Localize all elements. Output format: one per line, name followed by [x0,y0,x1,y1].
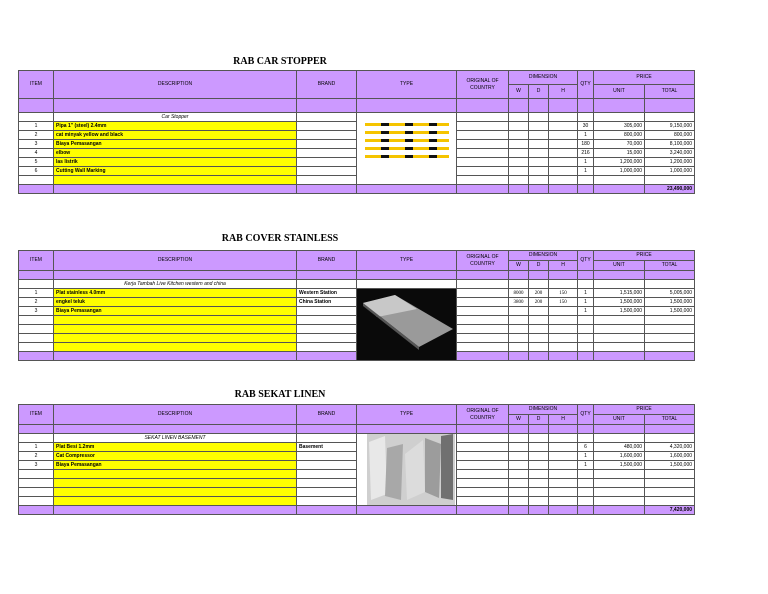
car-stopper-rails-icon [365,123,449,158]
header-total: TOTAL [645,415,695,425]
header-dimension: DIMENSION [509,405,578,415]
header-item: ITEM [19,251,54,271]
header-w: W [509,261,529,271]
table-row: 1 Pipa 1" (steel) 2.4mm 30 305,000 9,150,000 [19,122,695,131]
header-total: TOTAL [645,85,695,99]
header-qty: QTY [578,405,594,425]
cover-stainless-table [18,250,695,361]
group-label: SEKAT LINEN BASEMENT [54,434,297,443]
header-type: TYPE [357,71,457,99]
header-w: W [509,415,529,425]
table-row: 3 Biaya Pemasangan 180 70,000 8,100,000 [19,140,695,149]
header-description: DESCRIPTION [54,71,297,99]
header-description: DESCRIPTION [54,405,297,425]
car-stopper-table [18,70,695,194]
header-type: TYPE [357,251,457,271]
stainless-cover-image [357,289,457,361]
table-row: 3 Biaya Pemasangan 1 1,500,000 1,500,000 [19,461,695,470]
table-row: 4 elbow 216 15,000 3,240,000 [19,149,695,158]
header-w: W [509,85,529,99]
section2-title: RAB COVER STAINLESS [221,233,339,244]
header-d: D [529,261,549,271]
header-brand: BRAND [297,71,357,99]
header-dimension: DIMENSION [509,71,578,85]
header-h: H [549,261,578,271]
header-origin: ORIGINAL OF COUNTRY [457,405,509,425]
header-type: TYPE [357,405,457,425]
header-total: TOTAL [645,261,695,271]
car-stopper-image [357,113,457,185]
table-row: 2 engkel teluk China Station 3800 200 150 1 1,500,000 1,500,000 [19,298,695,307]
table-row: 2 cat minyak yellow and black 1 800,000 800,000 [19,131,695,140]
header-price: PRICE [594,71,695,85]
group-label: Car Stopper [54,113,297,122]
table-row: 2 Cat Compressor 1 1,600,000 1,600,000 [19,452,695,461]
group-label: Kerja Tambah Live Kitchen western and china [54,280,297,289]
header-d: D [529,85,549,99]
header-unit: UNIT [594,85,645,99]
header-item: ITEM [19,405,54,425]
header-dimension: DIMENSION [509,251,578,261]
table-row: 1 Plat Besi 1.2mm Basement 6 480,000 4,320,000 [19,443,695,452]
header-price: PRICE [594,405,695,415]
header-description: DESCRIPTION [54,251,297,271]
table-row: 1 Plat stainless 4.0mm Western Station 8000 200 150 1 1,515,000 5,005,000 [19,289,695,298]
section1-title: RAB CAR STOPPER [233,56,327,67]
grand-total: 23,490,000 [645,185,695,194]
table-row: 6 Cutting Wall Marking 1 1,000,000 1,000,000 [19,167,695,176]
header-item: ITEM [19,71,54,99]
table-row: 3 Biaya Pemasangan 1 1,500,000 1,500,000 [19,307,695,316]
grand-total-row [19,185,695,194]
header-qty: QTY [578,71,594,99]
header-origin: ORIGINAL OF COUNTRY [457,251,509,271]
sekat-linen-image [357,434,457,506]
section3-title: RAB SEKAT LINEN [234,389,326,400]
header-brand: BRAND [297,251,357,271]
header-brand: BRAND [297,405,357,425]
grand-total: 7,420,000 [645,506,695,515]
header-d: D [529,415,549,425]
table-row: 5 las listrik 1 1,200,000 1,200,000 [19,158,695,167]
header-unit: UNIT [594,261,645,271]
header-unit: UNIT [594,415,645,425]
header-h: H [549,85,578,99]
grand-total-row [19,506,695,515]
header-price: PRICE [594,251,695,261]
sekat-linen-table [18,404,695,515]
header-qty: QTY [578,251,594,271]
header-origin: ORIGINAL OF COUNTRY [457,71,509,99]
header-h: H [549,415,578,425]
